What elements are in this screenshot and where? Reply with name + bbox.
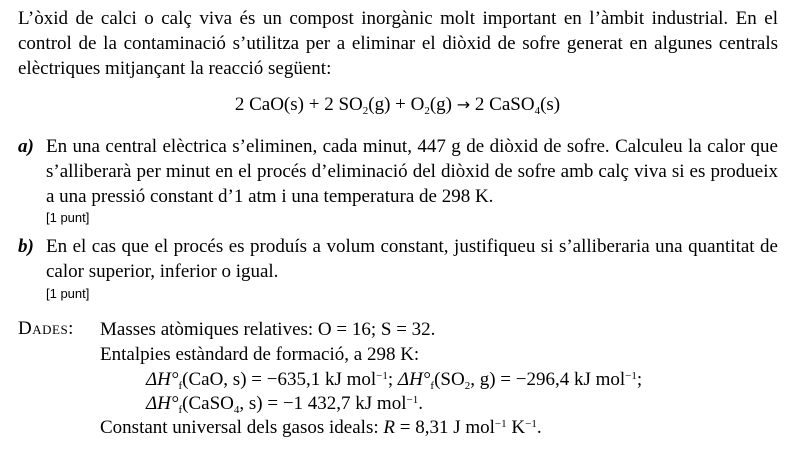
exp: −1 [625, 370, 637, 382]
question-b-points: [1 punt] [46, 286, 90, 301]
enthalpy-line-2 [146, 392, 423, 416]
delta-h-symbol: ΔH° [146, 393, 179, 414]
cao-tail: ; [387, 369, 398, 390]
reaction-equation [0, 94, 795, 116]
so2-a: (SO [434, 369, 465, 390]
f-sub: f [178, 404, 183, 416]
gas-const-symbol: R [383, 417, 395, 438]
dades-entalpies-title: Entalpies estàndard de formació, a 298 K: [100, 344, 420, 365]
so2-enthalpy: , g) = −296,4 kJ mol [470, 369, 626, 390]
dades-masses: Masses atòmiques relatives: O = 16; S = 32. [100, 319, 436, 340]
reaction-arrow-icon: → [456, 95, 471, 114]
intro-paragraph: L’òxid de calci o calç viva és un compost inorgànic molt important en l’àmbit industrial. En el control de la contaminació s’utilitza per a eliminar el diòxid de sofre generat en algunes centrals elèctriques mitjançant la reacció següent: [18, 8, 778, 79]
question-a-text: En una central elèctrica s’eliminen, cada minut, 447 g de diòxid de sofre. Calculeu la calor que s’alliberarà per minut en el procés d’eliminació del diòxid de sofre amb calç viva si es produeix a una pressió constant d’1 atm i una temperatura de 298 K. [46, 136, 778, 207]
eq-mid2: (g) [429, 94, 452, 115]
period: . [536, 417, 542, 438]
cao-enthalpy: (CaO, s) = −635,1 kJ mol [182, 369, 377, 390]
dades-gas-constant [100, 416, 542, 440]
exp: −1 [494, 418, 507, 430]
question-a-label: a) [18, 136, 34, 157]
delta-h-symbol: ΔH° [146, 369, 179, 390]
question-b-text: En el cas que el procés es produís a volum constant, justifiqueu si s’alliberaria una quantitat de calor superior, inferior o igual. [46, 236, 778, 282]
eq-caso4-sub: 4 [534, 105, 541, 117]
eq-so2-sub: 2 [362, 105, 369, 117]
so2-sub: 2 [464, 380, 471, 392]
caso4-sub: 4 [233, 404, 240, 416]
delta-h-symbol: ΔH° [397, 369, 431, 390]
question-b [18, 234, 778, 284]
question-a [18, 134, 778, 209]
enthalpy-line-1 [146, 368, 642, 392]
question-a-points: [1 punt] [46, 210, 90, 225]
exp: −1 [406, 394, 419, 406]
caso4-tail: . [418, 393, 423, 414]
dades-label: Dades: [18, 318, 74, 339]
gas-const-text: Constant universal dels gasos ideals: [100, 417, 384, 438]
eq-mid1: (g) + O [368, 94, 425, 115]
exp: −1 [376, 370, 388, 382]
f-sub: f [178, 380, 183, 392]
question-b-label: b) [18, 236, 34, 257]
exp: −1 [525, 418, 537, 430]
caso4-enthalpy: , s) = −1 432,7 kJ mol [239, 393, 407, 414]
kelvin-unit: K [506, 417, 526, 438]
eq-left: 2 CaO(s) + 2 SO [234, 94, 363, 115]
caso4-a: (CaSO [182, 393, 234, 414]
eq-end: (s) [540, 94, 561, 115]
eq-right: 2 CaSO [474, 94, 535, 115]
eq-o2-sub: 2 [424, 105, 430, 117]
so2-tail: ; [636, 369, 643, 390]
gas-const-value: = 8,31 J mol [395, 417, 495, 438]
f-sub: f [430, 380, 435, 392]
